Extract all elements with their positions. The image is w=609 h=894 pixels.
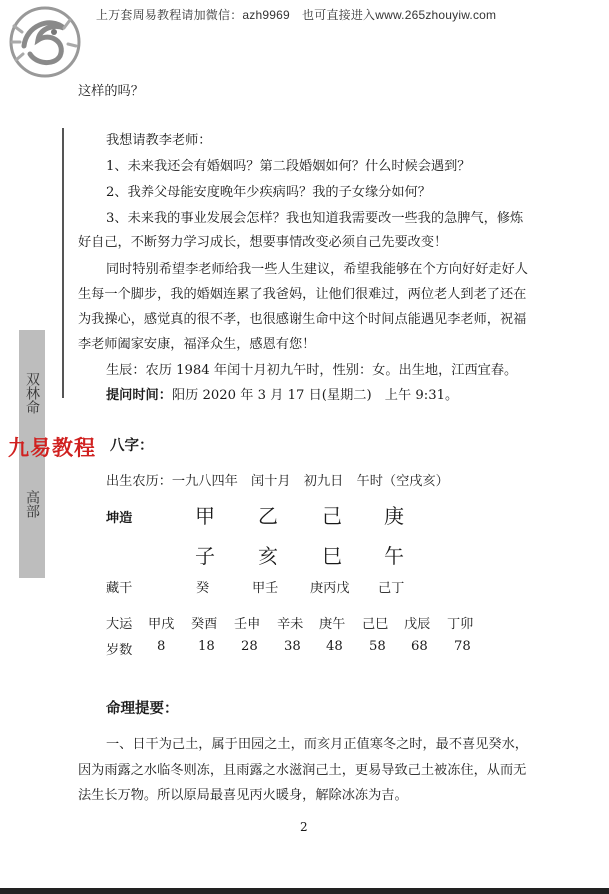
dayun-6: 己巳: [362, 617, 389, 632]
question-1: 1、未来我还会有婚姻吗？第二段婚姻如何？什么时候会遇到？: [106, 159, 471, 174]
branch-4: 午: [384, 544, 404, 568]
kun-label: 坤造: [106, 511, 133, 526]
dayun-8: 丁卯: [447, 617, 474, 632]
dragon-logo-icon: [4, 2, 86, 82]
stem-4: 庚: [384, 504, 404, 528]
hidden-2: 甲壬: [252, 581, 279, 596]
paragraph-line-3: 为我操心，感觉真的很不孝，也很感谢生命中这个时间点能遇见李老师，祝福: [78, 312, 527, 327]
question-3-line-1: 3、未来我的事业发展会怎样？我也知道我需要改一些我的急脾气，修炼: [106, 211, 524, 226]
margin-rule: [62, 128, 64, 398]
dayun-5: 庚午: [319, 617, 346, 632]
age-label: 岁数: [106, 643, 133, 658]
section-line-1: 一、日干为己土，属于田园之土，而亥月正值寒冬之时，最不喜见癸水，: [106, 737, 528, 752]
hidden-1: 癸: [196, 581, 210, 596]
age-8: 78: [454, 639, 471, 654]
intro-line: 这样的吗？: [78, 84, 144, 99]
dayun-label: 大运: [106, 617, 133, 632]
side-tab-label-top: 双林命: [24, 372, 40, 414]
hidden-label: 藏干: [106, 581, 133, 596]
section-line-3: 法生长万物。所以原局最喜见丙火暖身，解除冰冻为吉。: [78, 788, 408, 803]
header-banner: 上万套周易教程请加微信：azh9969 也可直接进入www.265zhouyiw.com: [96, 8, 497, 22]
born-line: 出生农历：一九八四年 闰十月 初九日 午时（空戌亥）: [106, 474, 449, 489]
branch-1: 子: [195, 544, 215, 568]
dayun-3: 壬申: [234, 617, 261, 632]
dayun-2: 癸酉: [191, 617, 218, 632]
stem-2: 乙: [258, 504, 278, 528]
age-1: 8: [157, 639, 166, 654]
brand-watermark: 九易教程: [8, 436, 96, 460]
age-2: 18: [198, 639, 215, 654]
question-title: 我想请教李老师：: [106, 133, 212, 148]
side-tab-label-bottom: 高部: [24, 490, 40, 518]
dayun-1: 甲戌: [148, 617, 175, 632]
bottom-edge: [0, 888, 609, 894]
paragraph-line-2: 生每一个脚步，我的婚姻连累了我爸妈，让他们很难过，两位老人到老了还在: [78, 287, 527, 302]
age-4: 38: [284, 639, 301, 654]
age-3: 28: [241, 639, 258, 654]
question-2: 2、我养父母能安度晚年少疾病吗？我的子女缘分如何？: [106, 185, 431, 200]
bazi-label: 八字：: [110, 438, 154, 454]
section-title: 命理提要：: [106, 701, 179, 717]
dayun-4: 辛未: [277, 617, 304, 632]
hidden-3: 庚丙戊: [310, 581, 350, 596]
page-number: 2: [300, 820, 308, 834]
ask-time-value: 阳历 2020 年 3 月 17 日(星期二) 上午 9:31。: [171, 388, 459, 403]
section-line-2: 因为雨露之水临冬则冻，且雨露之水滋润己土，更易导致己土被冻住，从而无: [78, 763, 527, 778]
dayun-7: 戊辰: [404, 617, 431, 632]
ask-time: [106, 384, 458, 403]
branch-3: 巳: [322, 544, 342, 568]
branch-2: 亥: [258, 544, 278, 568]
paragraph-line-1: 同时特别希望李老师给我一些人生建议，希望我能够在个方向好好走好人: [106, 262, 528, 277]
stem-3: 己: [322, 504, 342, 528]
paragraph-line-4: 李老师阖家安康，福泽众生，感恩有您！: [78, 337, 316, 352]
age-7: 68: [411, 639, 428, 654]
hidden-4: 己丁: [378, 581, 405, 596]
birth-info: 生辰：农历 1984 年闰十月初九午时，性别：女。出生地，江西宜春。: [106, 363, 518, 378]
age-6: 58: [369, 639, 386, 654]
stem-1: 甲: [195, 504, 215, 528]
age-5: 48: [326, 639, 343, 654]
ask-time-label: 提问时间：: [106, 388, 172, 403]
question-3-line-2: 好自己，不断努力学习成长，想要事情改变必须自己先要改变！: [78, 235, 448, 250]
